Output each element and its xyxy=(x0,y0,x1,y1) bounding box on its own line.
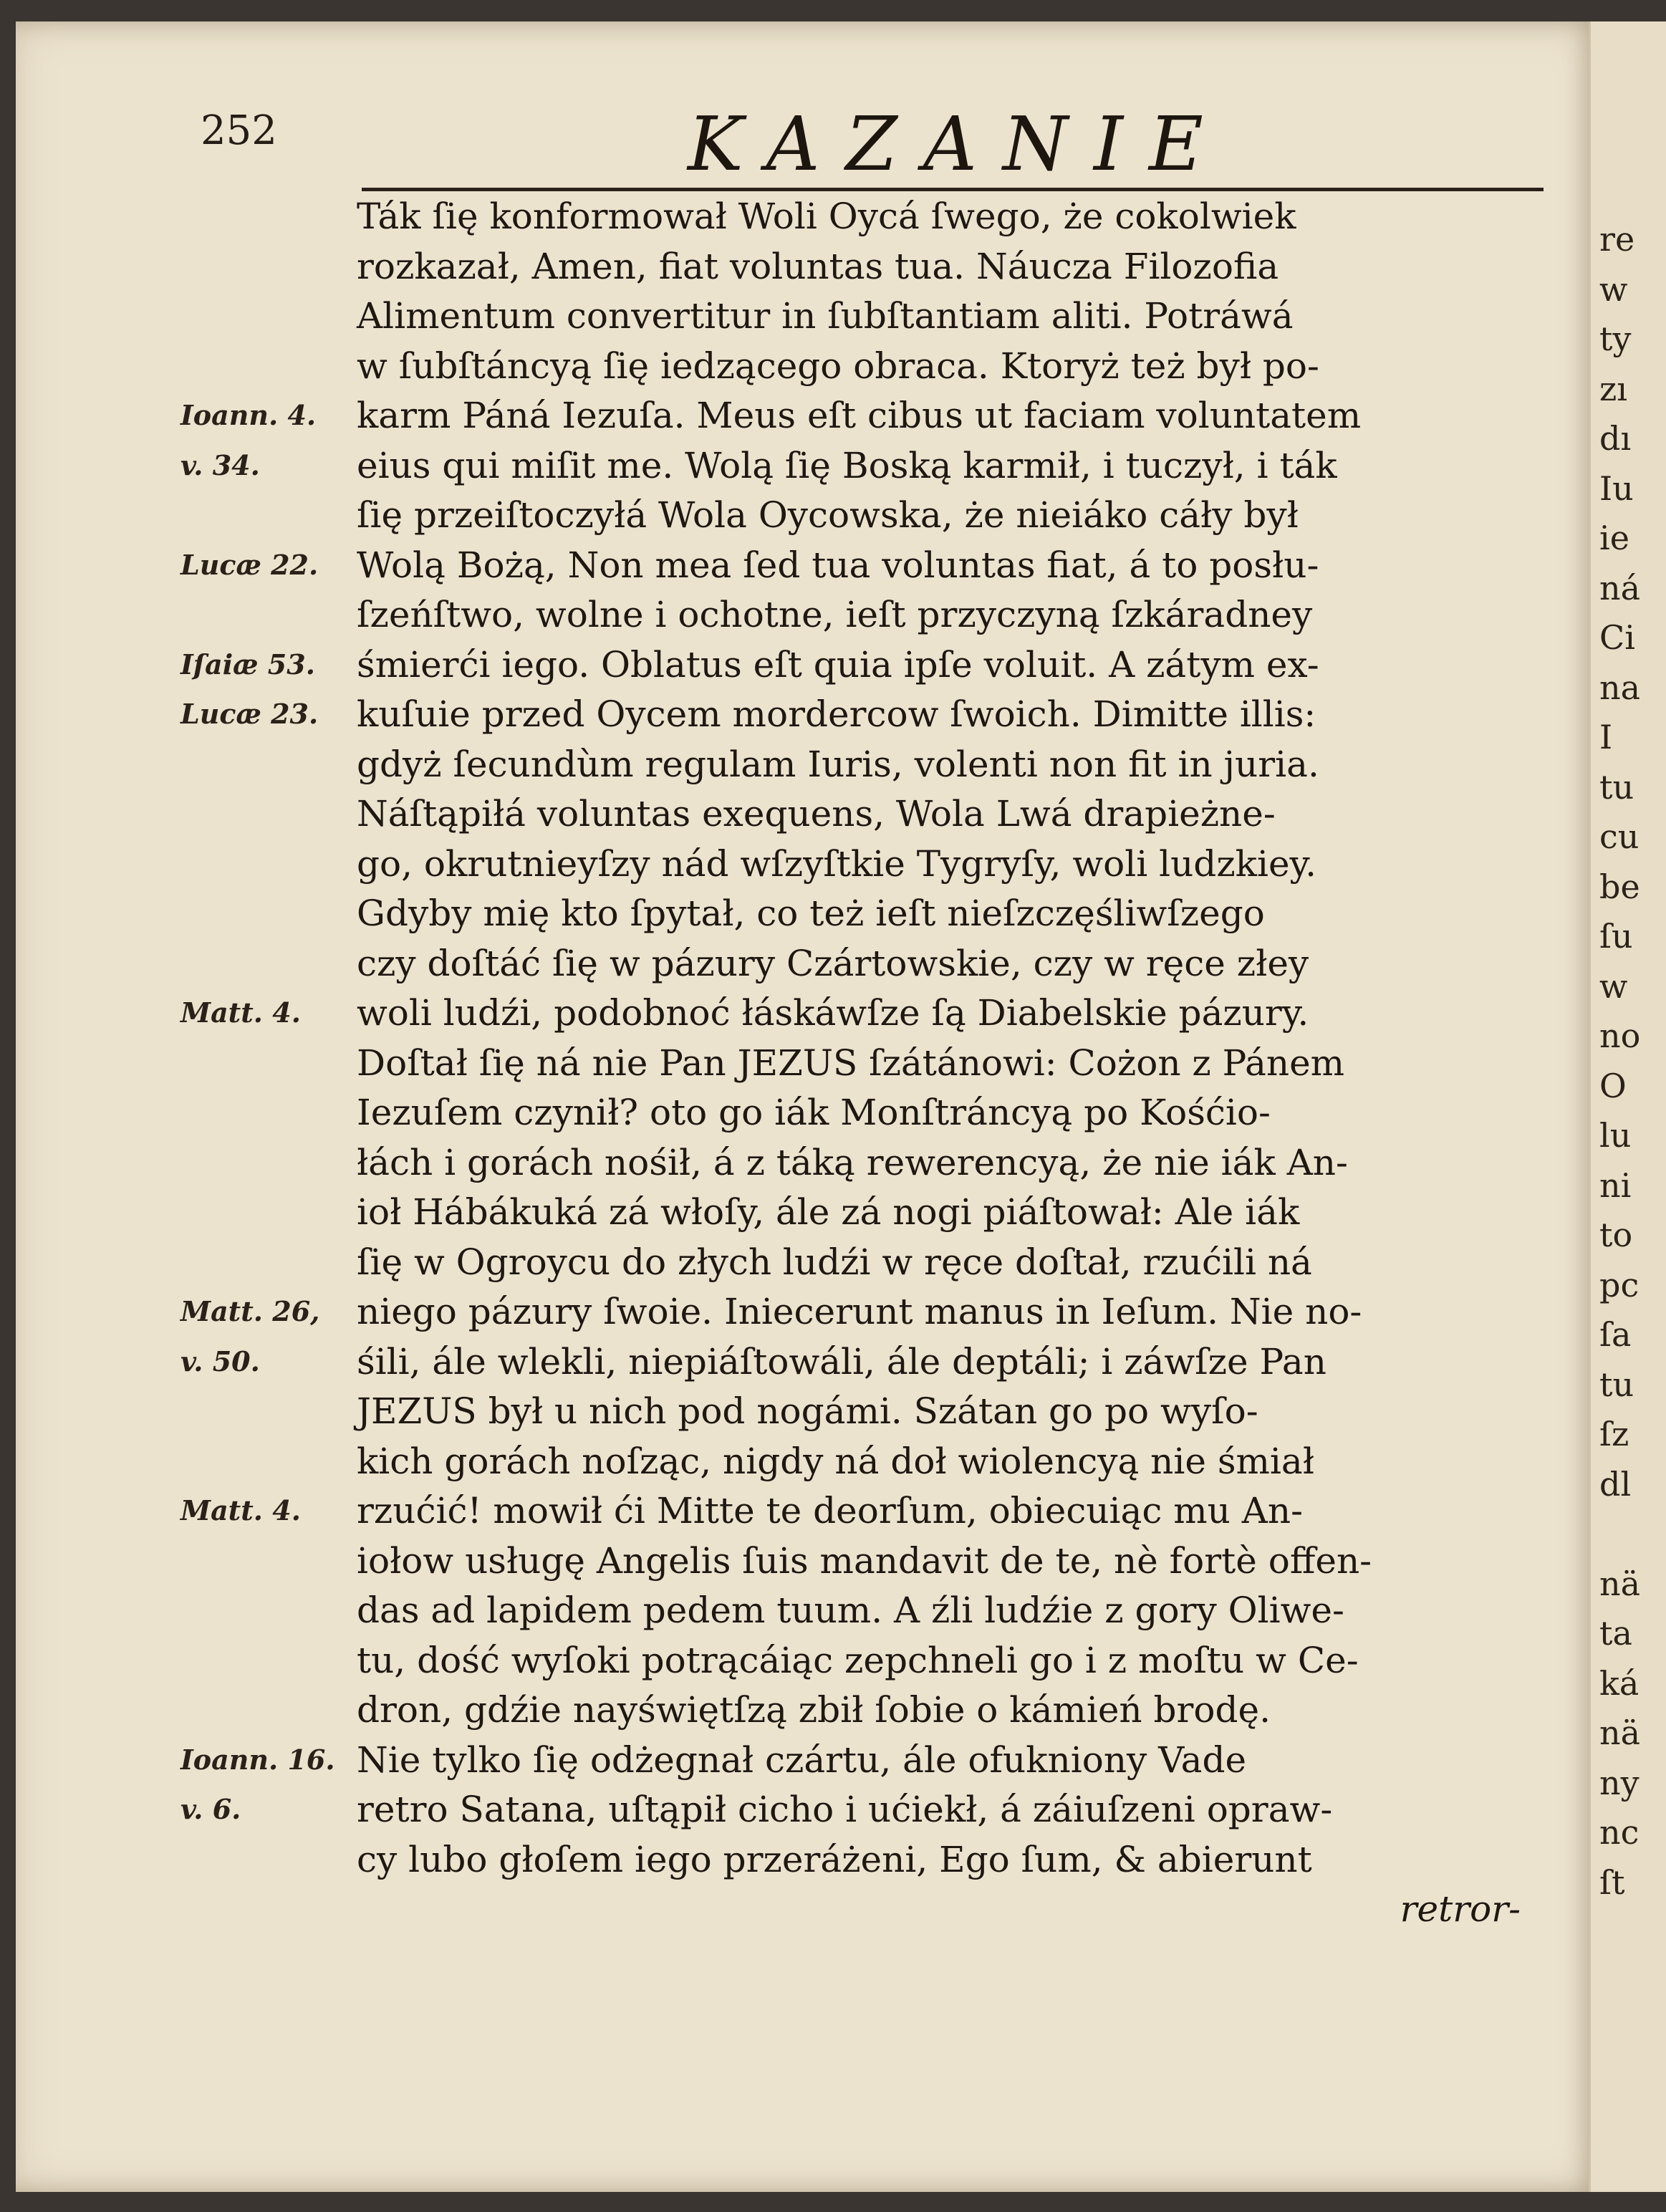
facing-page-fragment: re xyxy=(1599,220,1635,259)
margin-citation: v. 34. xyxy=(180,448,260,481)
page-number: 252 xyxy=(201,107,277,154)
facing-page-fragment: dl xyxy=(1599,1464,1632,1504)
facing-page-fragment: ny xyxy=(1599,1763,1639,1802)
header-rule xyxy=(362,188,1544,191)
text-line: ioł Hábákuká zá włoſy, ále zá nogi piáſtował: Ale iák xyxy=(357,1191,1300,1233)
text-line: woli ludźi, podobnoć łáskáwſze ſą Diabelskie pázury. xyxy=(357,992,1309,1034)
text-line: JEZUS był u nich pod nogámi. Szátan go po wyſo- xyxy=(357,1390,1258,1432)
facing-page-fragment: w xyxy=(1599,966,1628,1006)
facing-page-fragment: ie xyxy=(1599,519,1629,557)
facing-page-fragment: ſu xyxy=(1599,917,1633,956)
facing-page-fragment: ty xyxy=(1599,319,1632,358)
facing-page-fragment: no xyxy=(1599,1016,1641,1055)
facing-page-fragment: Iu xyxy=(1599,468,1634,508)
margin-citation: Ioann. 16. xyxy=(180,1743,335,1776)
facing-page-fragment: ká xyxy=(1599,1663,1639,1703)
text-line: cy lubo głoſem iego przeráżeni, Ego ſum, & abierunt xyxy=(357,1838,1312,1880)
text-line: Náſtąpiłá voluntas exequens, Wola Lwá drapieżne- xyxy=(357,793,1276,835)
text-line: kuſuie przed Oycem mordercow ſwoich. Dimitte illis: xyxy=(357,693,1316,735)
text-line: das ad lapidem pedem tuum. A źli ludźie z gory Oliwe- xyxy=(357,1590,1344,1631)
body-text xyxy=(357,192,1549,1935)
margin-citation: Lucæ 23. xyxy=(180,698,319,730)
text-line: niego pázury ſwoie. Iniecerunt manus in Ieſum. Nie no- xyxy=(357,1291,1362,1332)
facing-page-fragment: cu xyxy=(1599,817,1639,856)
text-line: iołow usługę Angelis ſuis mandavit de te, nè fortè offen- xyxy=(357,1539,1372,1582)
facing-page-fragment: pc xyxy=(1599,1265,1639,1304)
facing-page-fragment: I xyxy=(1599,718,1613,756)
facing-page-fragment xyxy=(1591,1509,1666,1559)
facing-page-edge xyxy=(1589,21,1666,2192)
text-line: gdyż ſecundùm regulam Iuris, volenti non fit in juria. xyxy=(357,743,1319,785)
text-line: ſzeńſtwo, wolne i ochotne, ieſt przyczyną ſzkáradney xyxy=(357,594,1313,635)
facing-page-fragment: lu xyxy=(1599,1116,1632,1155)
facing-page-fragment: to xyxy=(1599,1216,1633,1254)
text-line: Gdyby mię kto ſpytał, co też ieſt nieſzczęśliwſzego xyxy=(357,893,1265,934)
margin-citation: v. 50. xyxy=(180,1345,260,1377)
facing-page-fragment: O xyxy=(1599,1066,1627,1105)
text-line: rzućić! mowił ći Mitte te deorſum, obiecuiąc mu An- xyxy=(357,1490,1303,1531)
text-line: Nie tylko ſię odżegnał czártu, ále ofukniony Vade xyxy=(357,1739,1247,1781)
facing-page-fragment: tu xyxy=(1599,767,1634,807)
text-line: łách i gorách nośił, á z táką rewerencyą, że nie iák An- xyxy=(357,1141,1348,1183)
text-line: w ſubſtáncyą ſię iedzącego obraca. Ktoryż też był po- xyxy=(357,345,1319,387)
facing-page-fragment: zı xyxy=(1599,369,1627,408)
text-line: eius qui miſit me. Wolą ſię Boską karmił, i tuczył, i ták xyxy=(357,444,1337,486)
text-line: retror- xyxy=(1400,1888,1521,1930)
text-line: karm Páná Iezuſa. Meus eſt cibus ut faciam voluntatem xyxy=(357,395,1362,436)
margin-citation: Ioann. 4. xyxy=(180,399,317,431)
text-line: kich gorách noſząc, nigdy ná doł wiolencyą nie śmiał xyxy=(357,1440,1314,1482)
facing-page-fragment: nc xyxy=(1599,1813,1639,1852)
facing-page-fragment: nä xyxy=(1599,1713,1641,1752)
text-line: dron, gdźie nayświętſzą zbił ſobie o kámień brodę. xyxy=(357,1689,1271,1731)
text-line: Wolą Bożą, Non mea ſed tua voluntas fiat, á to posłu- xyxy=(357,544,1319,586)
facing-page-fragment: na xyxy=(1599,668,1641,707)
facing-page-fragment: tu xyxy=(1599,1365,1634,1404)
facing-page-fragment: ta xyxy=(1599,1614,1632,1653)
text-line: Iezuſem czynił? oto go iák Monſtráncyą po Kośćio- xyxy=(357,1092,1271,1133)
facing-page-fragment: be xyxy=(1599,867,1640,906)
text-line: Alimentum convertitur in ſubſtantiam aliti. Potráwá xyxy=(357,295,1294,337)
margin-citation: Iſaiæ 53. xyxy=(180,648,315,681)
facing-page-fragment: ſz xyxy=(1599,1415,1629,1453)
facing-page-fragment: dı xyxy=(1599,419,1632,458)
margin-citation: v. 6. xyxy=(180,1793,241,1825)
margin-citation: Matt. 4. xyxy=(180,1494,301,1526)
margin-citation: Matt. 26, xyxy=(180,1295,320,1327)
facing-page-fragment: ſt xyxy=(1599,1862,1625,1902)
facing-page-fragment: Ci xyxy=(1599,618,1635,657)
facing-page-fragment: ná xyxy=(1599,568,1641,607)
text-line: Doſtał ſię ná nie Pan JEZUS ſzátánowi: Cożon z Pánem xyxy=(357,1042,1345,1084)
margin-citation: Matt. 4. xyxy=(180,996,301,1029)
text-line: czy doſtáć ſię w pázury Czártowskie, czy w ręce złey xyxy=(357,942,1309,984)
facing-page-fragment: ni xyxy=(1599,1165,1632,1205)
text-line: ſię w Ogroycu do złych ludźi w ręce doſtał, rzućili ná xyxy=(357,1241,1312,1283)
running-head: KAZANIE xyxy=(688,100,1229,188)
text-line: śmierći iego. Oblatus eſt quia ipſe voluit. A zátym ex- xyxy=(357,643,1319,686)
facing-page-fragment: ſa xyxy=(1599,1315,1632,1354)
text-line: tu, dość wyſoki potrącáiąc zepchneli go i z moſtu w Ce- xyxy=(357,1639,1359,1681)
text-line: Ták ſię konformował Woli Oycá ſwego, że cokolwiek xyxy=(357,196,1296,237)
text-line: rozkazał, Amen, fiat voluntas tua. Náucza Filozofia xyxy=(357,245,1279,287)
text-line: ſię przeiſtoczyłá Wola Oycowska, że nieiáko cáły był xyxy=(357,494,1299,536)
text-line: go, okrutnieyſzy nád wſzyſtkie Tygryſy, woli ludzkiey. xyxy=(357,842,1317,885)
text-line: śili, ále wlekli, niepiáſtowáli, ále deptáli; i záwſze Pan xyxy=(357,1340,1326,1382)
facing-page-fragment: w xyxy=(1599,269,1628,309)
text-line: retro Satana, uſtąpił cicho i ućiekł, á záiuſzeni opraw- xyxy=(357,1789,1333,1830)
facing-page-fragment: nä xyxy=(1599,1564,1641,1603)
margin-citation: Lucæ 22. xyxy=(180,548,319,581)
